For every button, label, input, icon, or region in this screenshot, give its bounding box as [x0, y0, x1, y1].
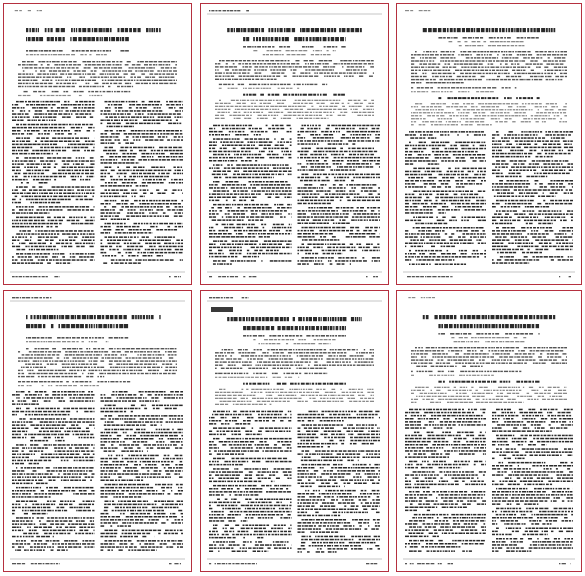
page-thumbnail-6[interactable] [396, 290, 582, 572]
page-thumbnail-4[interactable] [3, 290, 192, 572]
page-1-content [4, 4, 191, 284]
page-thumbnail-2[interactable] [200, 3, 389, 285]
page-4-content [4, 291, 191, 571]
page-thumbnail-3[interactable] [396, 3, 582, 285]
page-2-content [201, 4, 388, 284]
page-6-content [397, 291, 581, 571]
page-3-content [397, 4, 581, 284]
page-thumbnail-5[interactable] [200, 290, 389, 572]
page-thumbnail-1[interactable] [3, 3, 192, 285]
page-5-section-tag [211, 307, 233, 312]
page-5-content [201, 291, 388, 571]
